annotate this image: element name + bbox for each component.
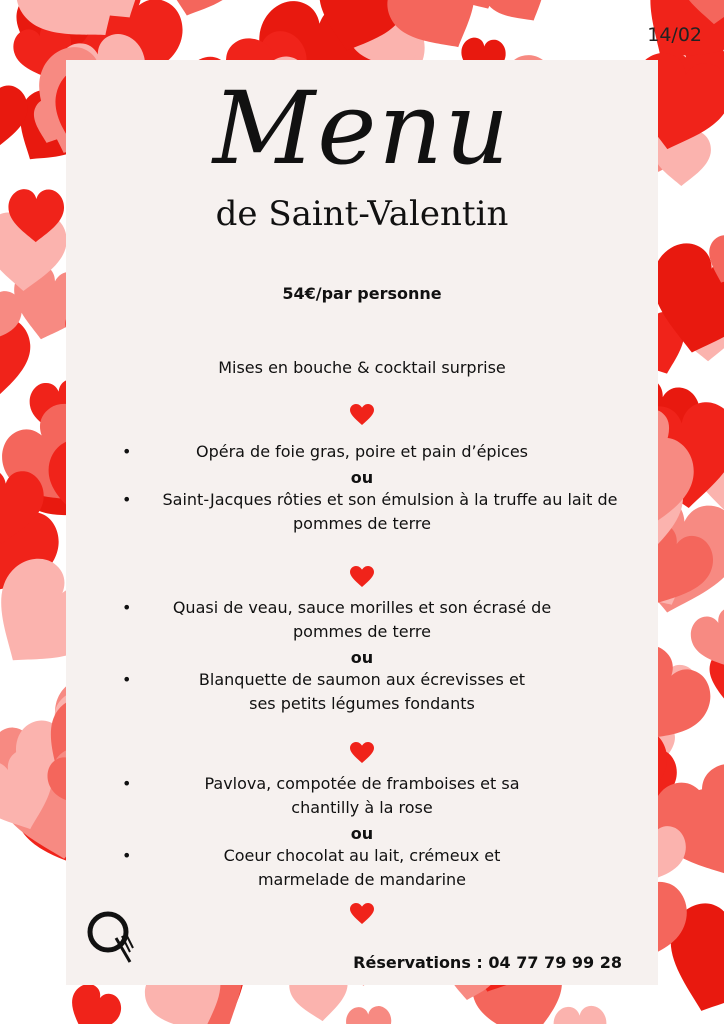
heart-divider-icon (350, 742, 374, 764)
course2-option1-line2: pommes de terre (293, 622, 431, 641)
course3-option1-line1: Pavlova, compotée de framboises et sa (204, 774, 520, 793)
starter: Mises en bouche & cocktail surprise (218, 358, 506, 377)
course1-option2-line1: Saint-Jacques rôties et son émulsion à la truffe au lait de (162, 490, 618, 509)
bullet-icon: • (122, 774, 132, 793)
course2-option2-line2: ses petits légumes fondants (249, 694, 475, 713)
date-label: 14/02 (647, 24, 702, 46)
bullet-icon: • (122, 846, 132, 865)
course1-option2-line2: pommes de terre (293, 514, 431, 533)
price: 54€/par personne (282, 284, 442, 303)
heart-divider-icon (350, 404, 374, 426)
menu-subtitle: de Saint-Valentin (215, 194, 509, 234)
reservation-phone: Réservations : 04 77 79 99 28 (353, 953, 622, 972)
course2-or: ou (350, 648, 374, 667)
course3-or: ou (350, 824, 374, 843)
menu-card (66, 60, 658, 985)
bullet-icon: • (122, 598, 132, 617)
course2-option1-line1: Quasi de veau, sauce morilles et son écrasé de (172, 598, 552, 617)
bullet-icon: • (122, 670, 132, 689)
menu-title: Menu (212, 70, 512, 187)
bullet-icon: • (122, 490, 132, 509)
course1-or: ou (350, 468, 374, 487)
bullet-icon: • (122, 442, 132, 461)
course2-option2-line1: Blanquette de saumon aux écrevisses et (198, 670, 526, 689)
course3-option1-line2: chantilly à la rose (291, 798, 433, 817)
heart-divider-icon (350, 903, 374, 925)
heart-divider-icon (350, 566, 374, 588)
course3-option2-line1: Coeur chocolat au lait, crémeux et (223, 846, 501, 865)
course1-option1: Opéra de foie gras, poire et pain d’épices (195, 442, 529, 461)
restaurant-logo-icon (86, 908, 136, 968)
course3-option2-line2: marmelade de mandarine (257, 870, 467, 889)
